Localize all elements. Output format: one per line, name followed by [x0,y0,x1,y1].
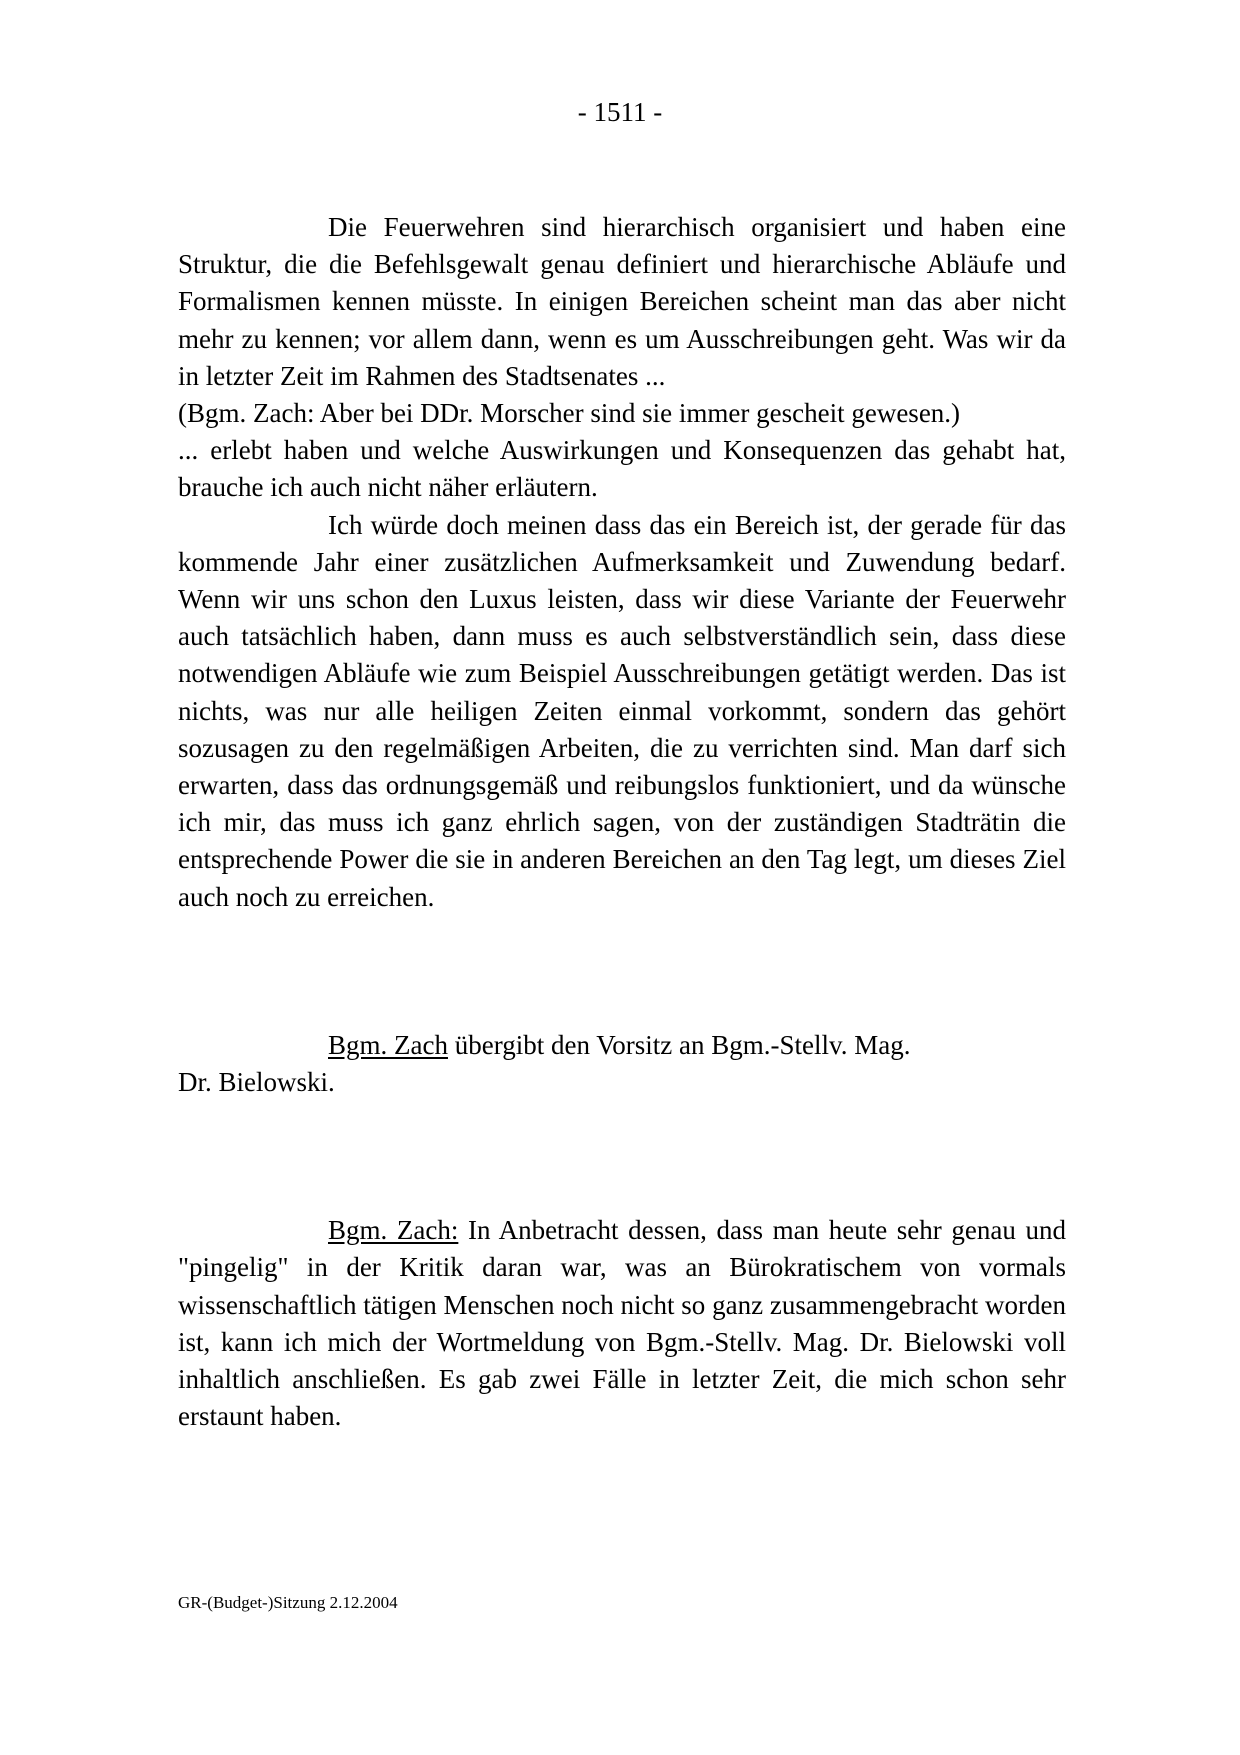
handover-text-line2: Dr. Bielowski. [178,1067,335,1098]
paragraph-continuation: ... erlebt haben und welche Auswirkungen und Konsequenzen das gehabt hat, brauche ich auch nicht näher erläutern. [178,435,1066,503]
handover-note [178,1027,1066,1101]
speech-paragraph [178,1212,1066,1435]
spacer [178,916,1066,1027]
paragraph-zuwendung: Ich würde doch meinen dass das ein Bereich ist, der gerade für das kommende Jahr einer zusätzlichen Aufmerksamkeit und Zuwendung bedarf. Wenn wir uns schon den Luxus leisten, dass wir diese Variante der Feuerwehr auch tatsächlich haben, dann muss es auch selbstverständlich sein, dass diese notwendigen Abläufe wie zum Beispiel Ausschreibungen getätigt werden. Das ist nichts, was nur alle heiligen Zeiten einmal vorkommt, sondern das gehört sozusagen zu den regelmäßigen Arbeiten, die zu verrichten sind. Man darf sich erwarten, dass das ordnungsgemäß und reibungslos funktioniert, und da wünsche ich mir, das muss ich ganz ehrlich sagen, von der zuständigen Stadträtin die entsprechende Power die sie in anderen Bereichen an den Tag legt, um dieses Ziel auch noch zu erreichen. [178,509,1066,912]
spacer [178,1101,1066,1212]
page-footer: GR-(Budget-)Sitzung 2.12.2004 [178,1593,398,1612]
page-number: - 1511 - [577,97,663,127]
speech-text: In Anbetracht dessen, dass man heute sehr genau und "pingelig" in der Kritik daran war, was an Bürokratischem von vormals wissenschaftlich tätigen Menschen noch nicht so ganz zusammengebracht worden ist, kann ich mich der Wortmeldung von Bgm.-Stellv. Mag. Dr. Bielowski voll inhaltlich anschließen. Es gab zwei Fälle in letzter Zeit, die mich schon sehr erstaunt haben. [178,1215,1066,1432]
document-body [178,209,1066,1435]
interjection-zach: (Bgm. Zach: Aber bei DDr. Morscher sind sie immer gescheit gewesen.) [178,398,961,429]
paragraph-feuerwehr: Die Feuerwehren sind hierarchisch organisiert und haben eine Struktur, die die Befehlsgewalt genau definiert und hierarchische Abläufe und Formalismen kennen müsste. In einigen Bereichen scheint man das aber nicht mehr zu kennen; vor allem dann, wenn es um Ausschreibungen geht. Was wir da in letzter Zeit im Rahmen des Stadtsenates ... [178,212,1066,391]
handover-text: übergibt den Vorsitz an Bgm.-Stellv. Mag. [447,1029,911,1060]
speaker-label: Bgm. Zach: [328,1215,459,1246]
speaker-name: Bgm. Zach [328,1029,448,1060]
